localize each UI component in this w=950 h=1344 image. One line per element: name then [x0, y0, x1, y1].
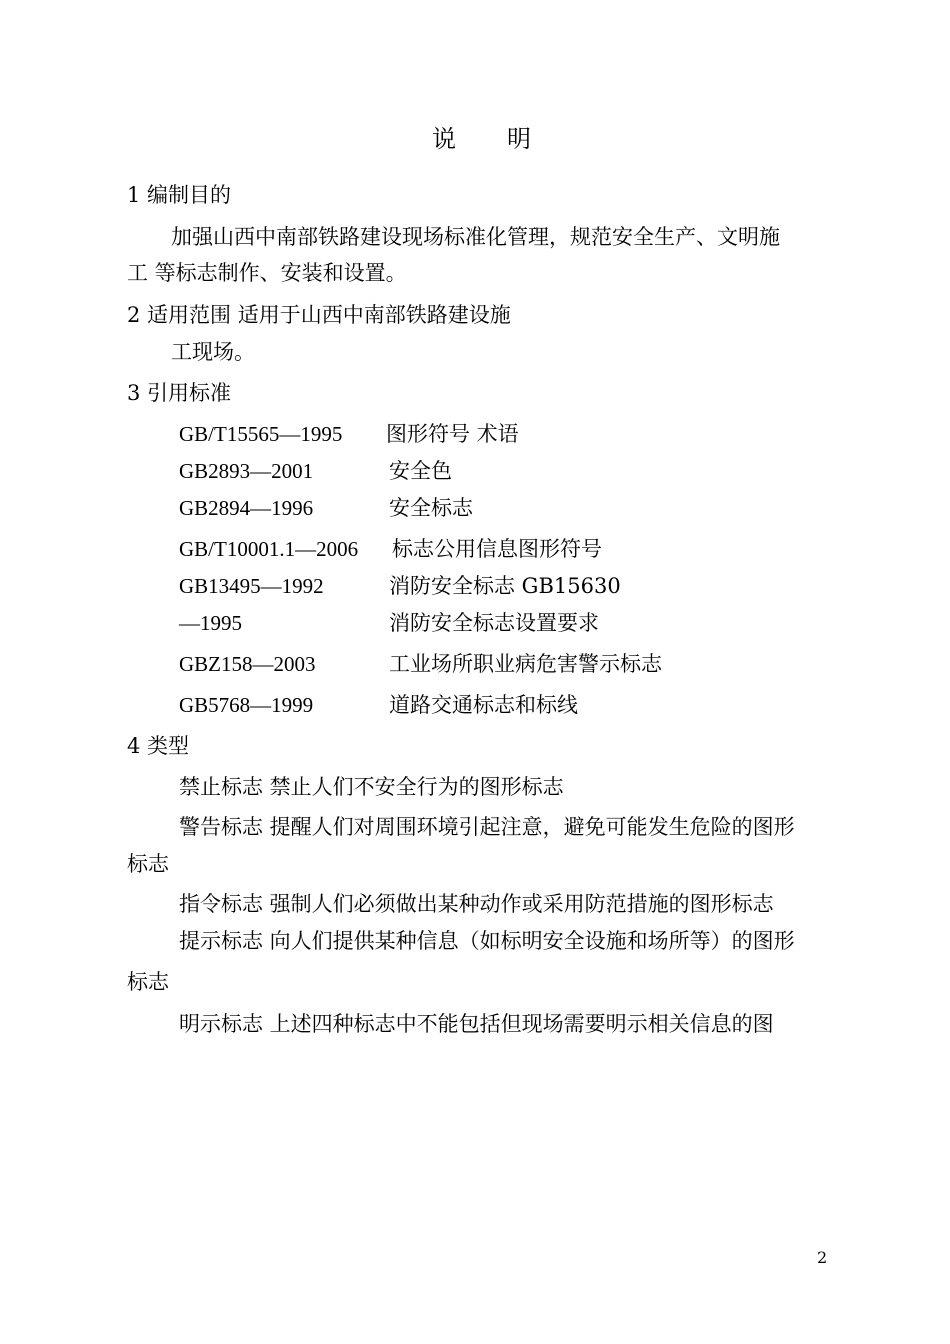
standard-name: 工业场所职业病危害警示标志: [389, 652, 662, 676]
standard-code: GBZ158—2003: [179, 652, 316, 676]
section-4-heading: 4 类型: [127, 734, 190, 758]
sign-type-warning: 警告标志 提醒人们对周围环境引起注意，避免可能发生危险的图形: [179, 815, 795, 839]
standard-code: —1995: [179, 611, 242, 635]
standard-code: GB5768—1999: [179, 693, 314, 717]
standard-code: GB/T10001.1—2006: [179, 537, 359, 561]
standard-name: 道路交通标志和标线: [389, 693, 578, 717]
sign-type-mandatory: 指令标志 强制人们必须做出某种动作或采用防范措施的图形标志: [179, 892, 774, 916]
standard-code: GB2893—2001: [179, 459, 314, 483]
sign-type-prohibition: 禁止标志 禁止人们不安全行为的图形标志: [179, 775, 564, 799]
standard-name: 消防安全标志 GB15630: [389, 574, 621, 598]
page-number: 2: [817, 1248, 828, 1267]
standard-name: 安全色: [389, 459, 452, 483]
standard-code: GB/T15565—1995: [179, 422, 343, 446]
section-3-heading: 3 引用标准: [127, 381, 232, 405]
section-1-paragraph-line-2: 工 等标志制作、安装和设置。: [127, 261, 407, 285]
standard-name: 标志公用信息图形符号: [392, 537, 602, 561]
sign-type-notice: 明示标志 上述四种标志中不能包括但现场需要明示相关信息的图: [179, 1012, 774, 1036]
standard-code: GB2894—1996: [179, 496, 314, 520]
section-2-heading: 2 适用范围 适用于山西中南部铁路建设施: [127, 303, 511, 327]
section-1-heading: 1 编制目的: [127, 183, 232, 207]
standard-name: 安全标志: [389, 496, 473, 520]
sign-type-warning-continued: 标志: [127, 852, 169, 876]
page-title: 说 明: [432, 125, 532, 153]
section-1-paragraph-line-1: 加强山西中南部铁路建设现场标准化管理，规范安全生产、文明施: [171, 225, 780, 249]
standard-name: 图形符号 术语: [386, 422, 519, 446]
standard-code: GB13495—1992: [179, 574, 324, 598]
section-2-line-2: 工现场。: [171, 340, 255, 364]
sign-type-information: 提示标志 向人们提供某种信息（如标明安全设施和场所等）的图形: [179, 929, 795, 953]
sign-type-information-continued: 标志: [127, 970, 169, 994]
standard-name: 消防安全标志设置要求: [389, 611, 599, 635]
